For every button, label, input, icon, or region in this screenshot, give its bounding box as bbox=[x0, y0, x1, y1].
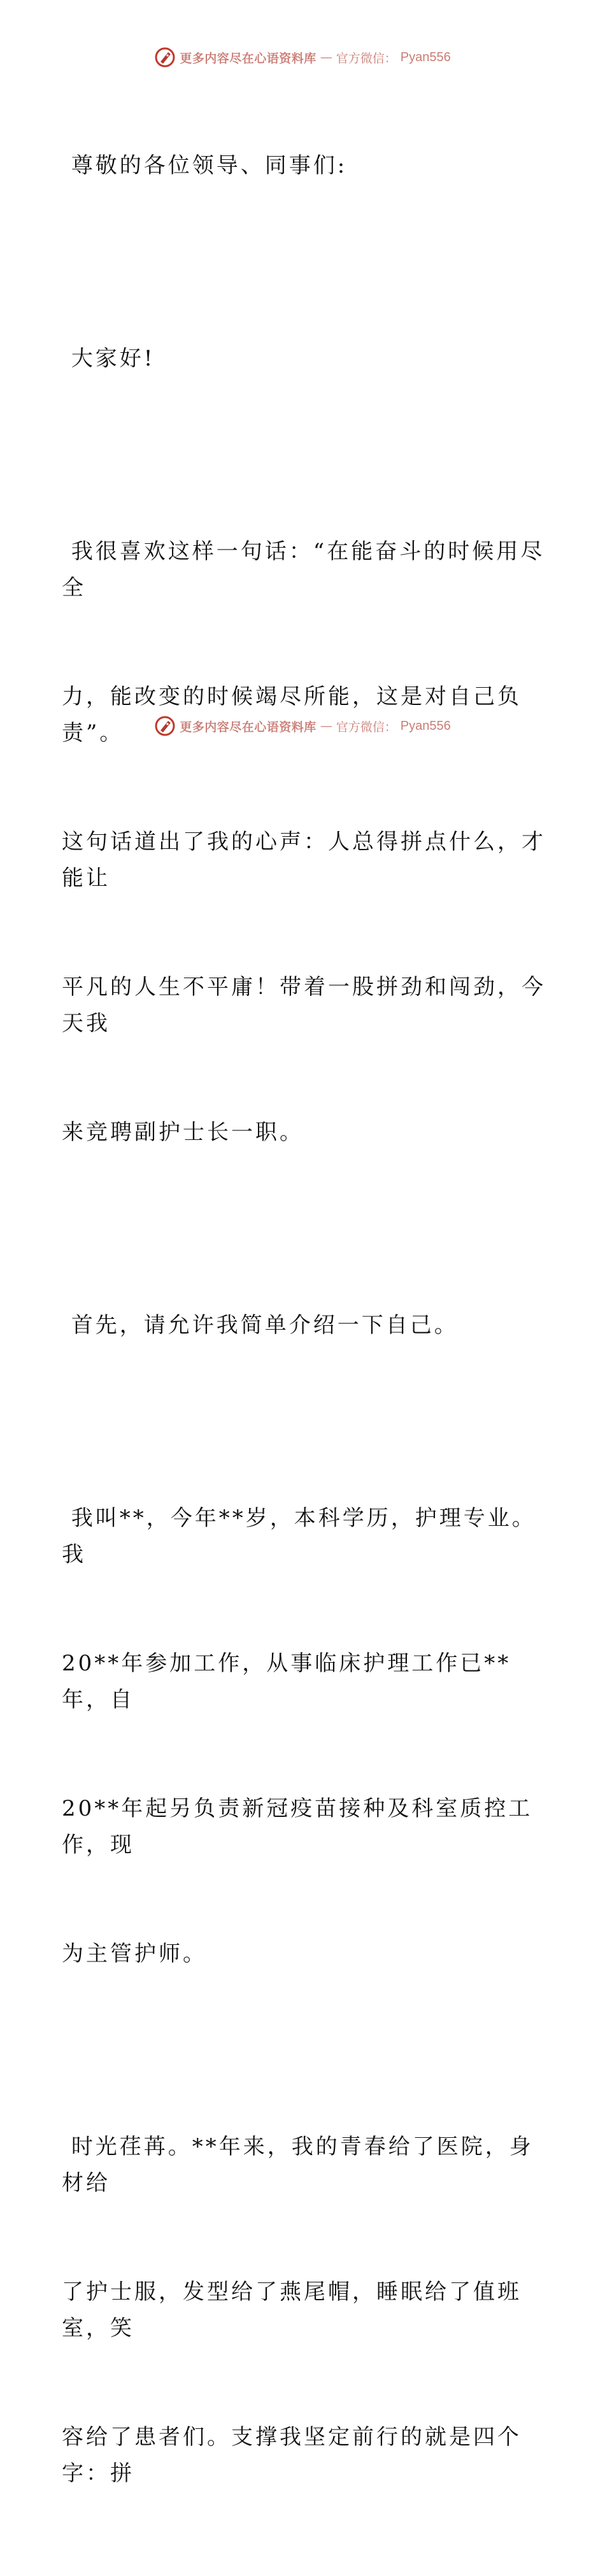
paragraph-greeting bbox=[62, 268, 546, 450]
text-line: 首先，请允许我简单介绍一下自己。 bbox=[62, 1313, 459, 1338]
pen-nib-logo-icon bbox=[154, 46, 176, 68]
paragraph-self-introduction bbox=[62, 1428, 546, 2045]
text-line: 我很喜欢这样一句话：“在能奋斗的时候用尽全 bbox=[62, 539, 545, 601]
watermark-wechat-id: Pyan556 bbox=[400, 50, 451, 64]
text-line: 20**年起另负责新冠疫苗接种及科室质控工作，现 bbox=[62, 1796, 533, 1858]
paragraph-quote bbox=[62, 461, 546, 1223]
watermark-separator: — bbox=[320, 719, 332, 733]
text-line: 了护士服，发型给了燕尾帽，睡眠给了值班室，笑 bbox=[62, 2279, 522, 2341]
text-line: 来竞聘副护士长一职。 bbox=[62, 1120, 304, 1145]
text-line: 力，能改变的时候竭尽所能，这是对自己负责”。 bbox=[62, 684, 522, 746]
text-line: 20**年参加工作，从事临床护理工作已**年，自 bbox=[62, 1651, 511, 1712]
paragraph-time-passes bbox=[62, 2056, 546, 2565]
watermark-row bbox=[154, 46, 451, 68]
document-body bbox=[62, 75, 546, 2576]
watermark-brand: 更多内容尽在心语资料库 bbox=[180, 51, 317, 66]
watermark-separator: — bbox=[320, 50, 332, 64]
watermark-brand: 更多内容尽在心语资料库 bbox=[180, 720, 317, 734]
text-line: 尊敬的各位领导、同事们: bbox=[62, 153, 348, 178]
text-line: 我叫**，今年**岁，本科学历，护理专业。我 bbox=[62, 1505, 536, 1567]
watermark-official-label: 官方微信： bbox=[336, 51, 397, 66]
header-watermark bbox=[0, 45, 605, 70]
pen-nib-logo-icon bbox=[154, 715, 176, 737]
watermark-row bbox=[154, 715, 451, 737]
text-line: 时光荏苒。**年来，我的青春给了医院，身材给 bbox=[62, 2134, 534, 2196]
text-line: 平凡的人生不平庸！带着一股拼劲和闯劲，今天我 bbox=[62, 974, 546, 1036]
text-line: 为主管护师。 bbox=[62, 1941, 207, 1967]
watermark-official-label: 官方微信： bbox=[336, 720, 397, 734]
paragraph-intro bbox=[62, 1235, 546, 1416]
paragraph-greeting-heading bbox=[62, 75, 546, 257]
text-line: 这句话道出了我的心声：人总得拼点什么，才能让 bbox=[62, 829, 546, 891]
footer-watermark bbox=[0, 713, 605, 739]
watermark-wechat-id: Pyan556 bbox=[400, 718, 451, 733]
text-line: 容给了患者们。支撑我坚定前行的就是四个字：拼 bbox=[62, 2424, 522, 2486]
text-line: 大家好! bbox=[62, 346, 155, 371]
